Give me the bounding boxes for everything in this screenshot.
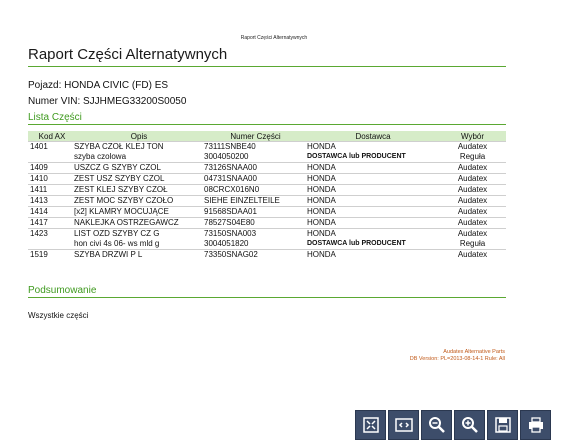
column-header-kod-ax: Kod AX <box>28 131 74 142</box>
cell-dostawca: HONDA <box>307 196 439 207</box>
cell-kod-ax <box>28 239 74 250</box>
parts-table <box>28 131 506 260</box>
table-row <box>28 174 506 185</box>
cell-wybor: Reguła <box>459 239 486 248</box>
cell-opis: hon civi 4s 06- ws mld g <box>74 239 160 248</box>
print-icon <box>526 415 546 435</box>
cell-kod-ax: 1413 <box>28 196 74 207</box>
cell-dostawca: HONDA <box>307 163 439 174</box>
cell-opis: [x2] KLAMRY MOCUJĄCE <box>74 207 204 218</box>
cell-kod-ax: 1410 <box>28 174 74 185</box>
table-row <box>28 185 506 196</box>
cell-wybor: Audatex <box>439 185 506 196</box>
cell-dostawca: HONDA <box>307 218 439 229</box>
summary-section-title: Podsumowanie <box>28 285 97 296</box>
cell-wybor: Reguła <box>459 152 486 161</box>
zoom-in-button[interactable] <box>454 410 485 440</box>
parts-section-divider <box>28 124 506 125</box>
footer-product: Audatex Alternative Parts <box>443 349 505 355</box>
cell-numer-czesci: 73111SNBE40 <box>204 142 307 153</box>
cell-numer-czesci: 08CRCX016N0 <box>204 185 307 196</box>
page-title: Raport Części Alternatywnych <box>28 46 228 63</box>
zoom-in-icon <box>460 415 480 435</box>
cell-dostawca: DOSTAWCA lub PRODUCENT <box>307 153 406 160</box>
cell-numer-czesci: 91568SDAA01 <box>204 207 307 218</box>
table-row <box>28 152 506 163</box>
fit-page-icon <box>361 415 381 435</box>
column-header-numer-czesci: Numer Części <box>204 131 307 142</box>
cell-wybor: Audatex <box>439 250 506 261</box>
vin-info: Numer VIN: SJJHMEG33200S0050 <box>28 96 187 107</box>
print-button[interactable] <box>520 410 551 440</box>
fit-page-button[interactable] <box>355 410 386 440</box>
cell-wybor: Audatex <box>439 218 506 229</box>
cell-kod-ax: 1417 <box>28 218 74 229</box>
table-row <box>28 196 506 207</box>
parts-section-title: Lista Części <box>28 112 82 123</box>
table-header-row <box>28 131 506 142</box>
parts-table-body <box>28 142 506 261</box>
cell-wybor: Audatex <box>439 174 506 185</box>
zoom-out-button[interactable] <box>421 410 452 440</box>
cell-numer-czesci: 73126SNAA00 <box>204 163 307 174</box>
cell-wybor: Audatex <box>439 142 506 153</box>
cell-opis: USZCZ G SZYBY CZOL <box>74 163 204 174</box>
cell-opis: SZYBA DRZWI P L <box>74 250 204 261</box>
table-row <box>28 239 506 250</box>
cell-dostawca: HONDA <box>307 185 439 196</box>
cell-kod-ax: 1411 <box>28 185 74 196</box>
column-header-opis: Opis <box>74 131 204 142</box>
cell-kod-ax: 1409 <box>28 163 74 174</box>
cell-dostawca: HONDA <box>307 174 439 185</box>
cell-wybor: Audatex <box>439 196 506 207</box>
cell-kod-ax: 1423 <box>28 229 74 240</box>
save-button[interactable] <box>487 410 518 440</box>
cell-opis: LIST OZD SZYBY CZ G <box>74 229 204 240</box>
cell-kod-ax: 1519 <box>28 250 74 261</box>
cell-kod-ax <box>28 152 74 163</box>
table-row <box>28 250 506 261</box>
small-report-title: Raport Części Alternatywnych <box>240 35 308 41</box>
fit-width-button[interactable] <box>388 410 419 440</box>
footer-db-version: DB Version: PL=2013-08-14-1 Rule: All <box>409 356 505 362</box>
cell-numer-czesci: 78527S04E80 <box>204 218 307 229</box>
table-row <box>28 207 506 218</box>
cell-opis: ZEST KLEJ SZYBY CZOŁ <box>74 185 204 196</box>
table-row <box>28 142 506 153</box>
table-row <box>28 229 506 240</box>
cell-wybor: Audatex <box>439 207 506 218</box>
cell-numer-czesci: 73150SNA003 <box>204 229 307 240</box>
cell-dostawca: DOSTAWCA lub PRODUCENT <box>307 240 406 247</box>
cell-opis: SZYBA CZOŁ KLEJ TON <box>74 142 204 153</box>
column-header-wybor: Wybór <box>439 131 506 142</box>
cell-wybor: Audatex <box>439 163 506 174</box>
cell-opis: szyba czolowa <box>74 152 127 161</box>
cell-dostawca: HONDA <box>307 229 439 240</box>
cell-opis: ZEST USZ SZYBY CZOL <box>74 174 204 185</box>
save-icon <box>493 415 513 435</box>
cell-numer-czesci: 3004050200 <box>204 152 249 161</box>
vehicle-info: Pojazd: HONDA CIVIC (FD) ES <box>28 80 169 91</box>
cell-dostawca: HONDA <box>307 207 439 218</box>
summary-text: Wszystkie części <box>28 311 89 320</box>
cell-numer-czesci: 3004051820 <box>204 239 249 248</box>
cell-numer-czesci: 73350SNAG02 <box>204 250 307 261</box>
cell-numer-czesci: SIEHE EINZELTEILE <box>204 196 307 207</box>
cell-opis: NAKLEJKA OSTRZEGAWCZ <box>74 218 204 229</box>
table-row <box>28 163 506 174</box>
cell-numer-czesci: 04731SNAA00 <box>204 174 307 185</box>
summary-section-divider <box>28 297 506 298</box>
cell-dostawca: HONDA <box>307 142 439 153</box>
column-header-dostawca: Dostawca <box>307 131 439 142</box>
cell-opis: ZEST MOC SZYBY CZOŁO <box>74 196 204 207</box>
cell-wybor: Audatex <box>439 229 506 240</box>
cell-dostawca: HONDA <box>307 250 439 261</box>
cell-kod-ax: 1414 <box>28 207 74 218</box>
cell-kod-ax: 1401 <box>28 142 74 153</box>
table-row <box>28 218 506 229</box>
zoom-out-icon <box>427 415 447 435</box>
title-divider <box>28 66 506 67</box>
fit-width-icon <box>394 415 414 435</box>
viewer-toolbar <box>355 410 551 440</box>
